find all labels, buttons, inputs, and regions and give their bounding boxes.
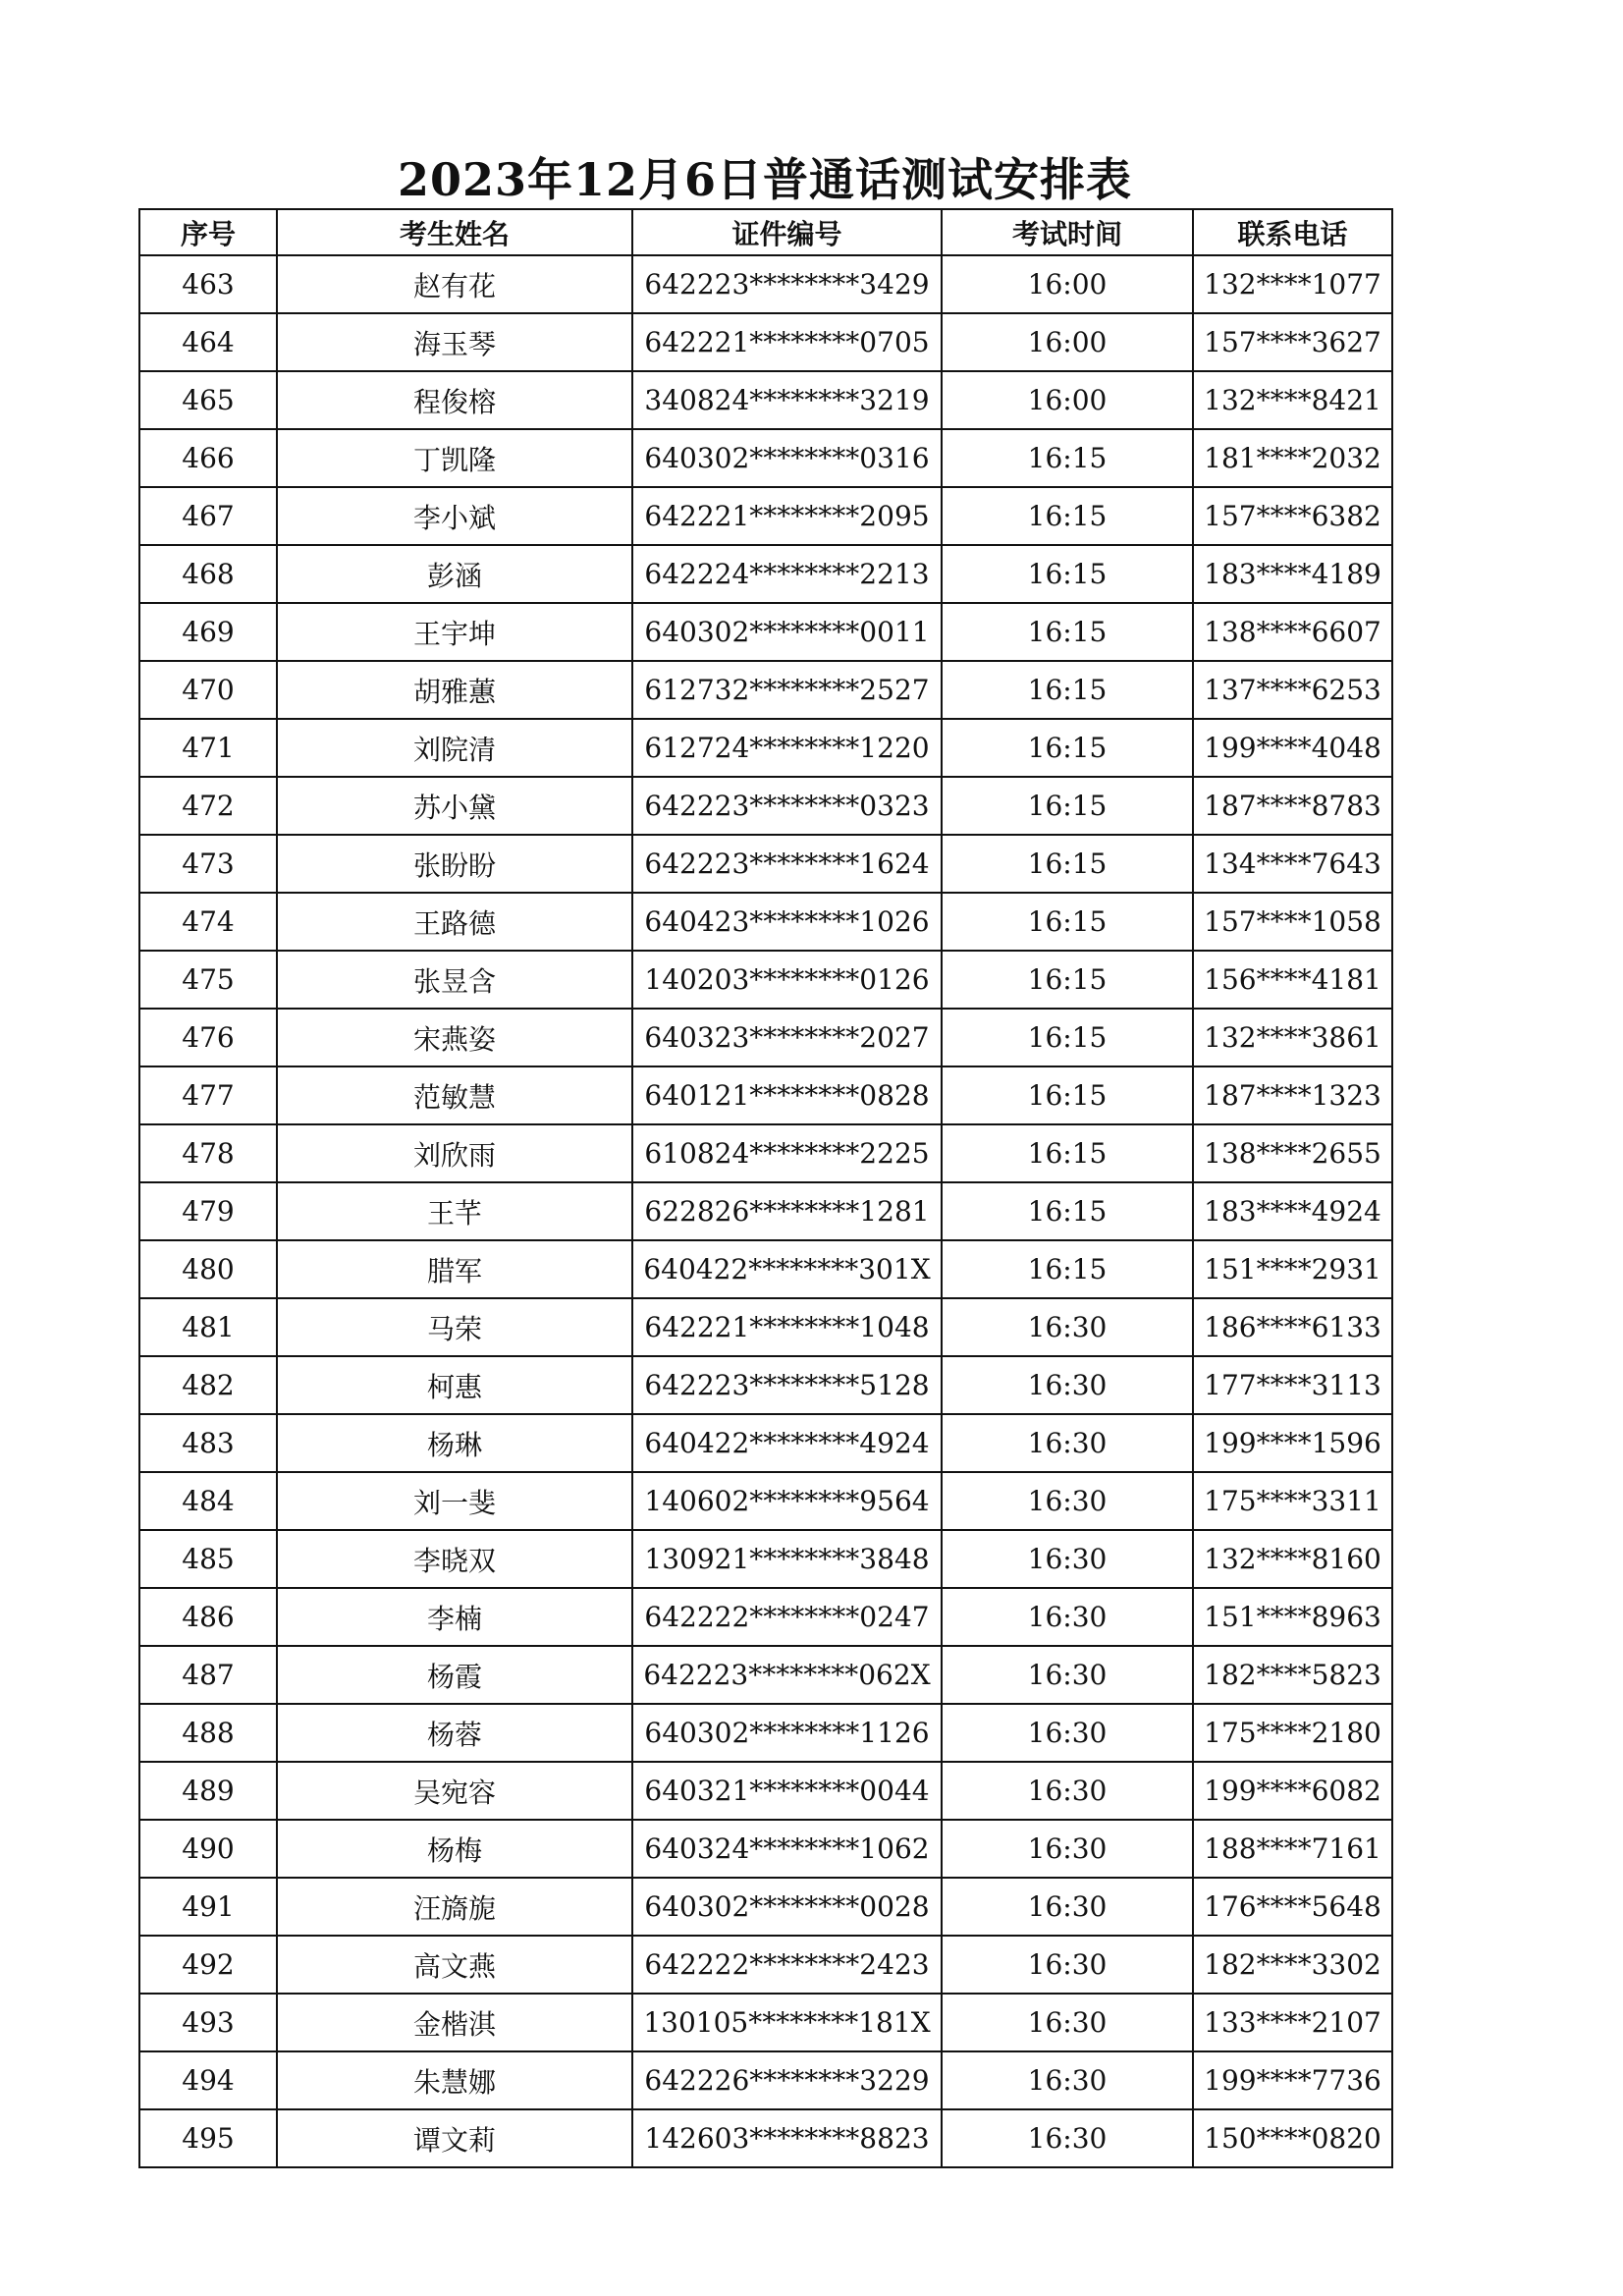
cell-phone: 199****7736 <box>1193 2051 1392 2109</box>
cell-phone: 188****7161 <box>1193 1820 1392 1878</box>
cell-id: 642223********1624 <box>632 835 942 893</box>
cell-id: 640302********0011 <box>632 603 942 661</box>
cell-phone: 132****8421 <box>1193 371 1392 429</box>
cell-id: 642226********3229 <box>632 2051 942 2109</box>
cell-name: 李小斌 <box>277 487 632 545</box>
table-row <box>139 1936 1392 1994</box>
cell-seq: 464 <box>139 313 277 371</box>
cell-phone: 183****4189 <box>1193 545 1392 603</box>
page-title: 2023年12月6日普通话测试安排表 <box>397 153 1133 206</box>
table-row <box>139 1878 1392 1936</box>
cell-id: 340824********3219 <box>632 371 942 429</box>
cell-time: 16:30 <box>942 1936 1193 1994</box>
cell-id: 642222********0247 <box>632 1588 942 1646</box>
cell-phone: 199****1596 <box>1193 1414 1392 1472</box>
cell-seq: 482 <box>139 1356 277 1414</box>
cell-seq: 477 <box>139 1066 277 1124</box>
cell-name: 李晓双 <box>277 1530 632 1588</box>
cell-seq: 463 <box>139 255 277 313</box>
cell-seq: 466 <box>139 429 277 487</box>
cell-name: 彭涵 <box>277 545 632 603</box>
table-row <box>139 1066 1392 1124</box>
cell-phone: 177****3113 <box>1193 1356 1392 1414</box>
cell-phone: 182****3302 <box>1193 1936 1392 1994</box>
cell-phone: 186****6133 <box>1193 1298 1392 1356</box>
table-row <box>139 603 1392 661</box>
cell-name: 杨琳 <box>277 1414 632 1472</box>
cell-time: 16:30 <box>942 2109 1193 2167</box>
cell-time: 16:30 <box>942 2051 1193 2109</box>
cell-time: 16:15 <box>942 777 1193 835</box>
table-row <box>139 777 1392 835</box>
cell-phone: 187****8783 <box>1193 777 1392 835</box>
cell-seq: 474 <box>139 893 277 951</box>
cell-id: 642224********2213 <box>632 545 942 603</box>
cell-name: 赵有花 <box>277 255 632 313</box>
cell-phone: 132****1077 <box>1193 255 1392 313</box>
cell-time: 16:30 <box>942 1298 1193 1356</box>
table-row <box>139 1182 1392 1240</box>
cell-phone: 138****6607 <box>1193 603 1392 661</box>
cell-seq: 475 <box>139 951 277 1009</box>
table-row <box>139 719 1392 777</box>
cell-id: 622826********1281 <box>632 1182 942 1240</box>
cell-id: 142603********8823 <box>632 2109 942 2167</box>
column-header-time: 考试时间 <box>942 209 1193 255</box>
cell-time: 16:30 <box>942 1820 1193 1878</box>
cell-id: 642221********1048 <box>632 1298 942 1356</box>
cell-time: 16:30 <box>942 1588 1193 1646</box>
cell-phone: 187****1323 <box>1193 1066 1392 1124</box>
cell-phone: 150****0820 <box>1193 2109 1392 2167</box>
cell-name: 王宇坤 <box>277 603 632 661</box>
cell-name: 柯惠 <box>277 1356 632 1414</box>
table-row <box>139 893 1392 951</box>
cell-name: 刘一斐 <box>277 1472 632 1530</box>
cell-name: 马荣 <box>277 1298 632 1356</box>
cell-seq: 465 <box>139 371 277 429</box>
table-row <box>139 1646 1392 1704</box>
cell-time: 16:15 <box>942 1182 1193 1240</box>
cell-seq: 468 <box>139 545 277 603</box>
table-body <box>139 255 1392 2167</box>
cell-phone: 175****3311 <box>1193 1472 1392 1530</box>
cell-phone: 199****4048 <box>1193 719 1392 777</box>
cell-seq: 495 <box>139 2109 277 2167</box>
table-row <box>139 1820 1392 1878</box>
cell-time: 16:15 <box>942 429 1193 487</box>
cell-seq: 489 <box>139 1762 277 1820</box>
cell-phone: 156****4181 <box>1193 951 1392 1009</box>
table-row <box>139 1356 1392 1414</box>
cell-id: 642223********5128 <box>632 1356 942 1414</box>
table-row <box>139 1414 1392 1472</box>
cell-name: 吴宛容 <box>277 1762 632 1820</box>
cell-phone: 134****7643 <box>1193 835 1392 893</box>
cell-time: 16:00 <box>942 255 1193 313</box>
table-row <box>139 2051 1392 2109</box>
table-row <box>139 545 1392 603</box>
table-row <box>139 1124 1392 1182</box>
cell-time: 16:15 <box>942 893 1193 951</box>
cell-time: 16:30 <box>942 1704 1193 1762</box>
cell-seq: 469 <box>139 603 277 661</box>
cell-name: 王芊 <box>277 1182 632 1240</box>
cell-seq: 493 <box>139 1994 277 2051</box>
cell-id: 640302********1126 <box>632 1704 942 1762</box>
cell-name: 杨蓉 <box>277 1704 632 1762</box>
cell-id: 642222********2423 <box>632 1936 942 1994</box>
cell-name: 胡雅蕙 <box>277 661 632 719</box>
cell-phone: 133****2107 <box>1193 1994 1392 2051</box>
cell-id: 640321********0044 <box>632 1762 942 1820</box>
cell-id: 642221********0705 <box>632 313 942 371</box>
column-header-seq: 序号 <box>139 209 277 255</box>
table-row <box>139 835 1392 893</box>
cell-name: 朱慧娜 <box>277 2051 632 2109</box>
cell-seq: 470 <box>139 661 277 719</box>
cell-phone: 181****2032 <box>1193 429 1392 487</box>
cell-time: 16:15 <box>942 661 1193 719</box>
cell-seq: 491 <box>139 1878 277 1936</box>
cell-phone: 132****3861 <box>1193 1009 1392 1066</box>
cell-name: 谭文莉 <box>277 2109 632 2167</box>
cell-name: 程俊榕 <box>277 371 632 429</box>
cell-id: 130921********3848 <box>632 1530 942 1588</box>
cell-name: 张昱含 <box>277 951 632 1009</box>
cell-time: 16:15 <box>942 1240 1193 1298</box>
cell-phone: 176****5648 <box>1193 1878 1392 1936</box>
cell-name: 范敏慧 <box>277 1066 632 1124</box>
cell-time: 16:15 <box>942 719 1193 777</box>
cell-seq: 485 <box>139 1530 277 1588</box>
cell-seq: 486 <box>139 1588 277 1646</box>
cell-phone: 182****5823 <box>1193 1646 1392 1704</box>
cell-id: 140602********9564 <box>632 1472 942 1530</box>
cell-name: 杨霞 <box>277 1646 632 1704</box>
table-row <box>139 1588 1392 1646</box>
cell-id: 140203********0126 <box>632 951 942 1009</box>
cell-id: 610824********2225 <box>632 1124 942 1182</box>
cell-name: 苏小黛 <box>277 777 632 835</box>
table-header-row <box>139 209 1392 255</box>
cell-time: 16:30 <box>942 1646 1193 1704</box>
cell-name: 汪旖旎 <box>277 1878 632 1936</box>
table-row <box>139 1009 1392 1066</box>
cell-seq: 473 <box>139 835 277 893</box>
cell-id: 640422********4924 <box>632 1414 942 1472</box>
cell-time: 16:30 <box>942 1762 1193 1820</box>
cell-phone: 175****2180 <box>1193 1704 1392 1762</box>
cell-name: 高文燕 <box>277 1936 632 1994</box>
cell-seq: 487 <box>139 1646 277 1704</box>
cell-name: 杨梅 <box>277 1820 632 1878</box>
table-row <box>139 1240 1392 1298</box>
table-row <box>139 2109 1392 2167</box>
cell-name: 宋燕姿 <box>277 1009 632 1066</box>
cell-phone: 157****6382 <box>1193 487 1392 545</box>
cell-time: 16:00 <box>942 371 1193 429</box>
cell-seq: 484 <box>139 1472 277 1530</box>
cell-name: 丁凯隆 <box>277 429 632 487</box>
test-schedule-table <box>138 208 1393 2168</box>
cell-seq: 492 <box>139 1936 277 1994</box>
table-row <box>139 487 1392 545</box>
column-header-id: 证件编号 <box>632 209 942 255</box>
table-row <box>139 1472 1392 1530</box>
cell-id: 612732********2527 <box>632 661 942 719</box>
cell-time: 16:15 <box>942 951 1193 1009</box>
cell-time: 16:30 <box>942 1530 1193 1588</box>
cell-time: 16:30 <box>942 1878 1193 1936</box>
cell-name: 金楷淇 <box>277 1994 632 2051</box>
cell-name: 刘院清 <box>277 719 632 777</box>
cell-name: 李楠 <box>277 1588 632 1646</box>
table-row <box>139 1762 1392 1820</box>
cell-time: 16:15 <box>942 1066 1193 1124</box>
cell-time: 16:30 <box>942 1414 1193 1472</box>
cell-seq: 472 <box>139 777 277 835</box>
cell-phone: 137****6253 <box>1193 661 1392 719</box>
table-row <box>139 313 1392 371</box>
cell-seq: 488 <box>139 1704 277 1762</box>
cell-time: 16:15 <box>942 487 1193 545</box>
cell-id: 640423********1026 <box>632 893 942 951</box>
cell-time: 16:15 <box>942 545 1193 603</box>
table-row <box>139 429 1392 487</box>
column-header-name: 考生姓名 <box>277 209 632 255</box>
cell-id: 640323********2027 <box>632 1009 942 1066</box>
table-row <box>139 1530 1392 1588</box>
cell-name: 海玉琴 <box>277 313 632 371</box>
cell-name: 张盼盼 <box>277 835 632 893</box>
table-row <box>139 1298 1392 1356</box>
cell-seq: 476 <box>139 1009 277 1066</box>
cell-seq: 483 <box>139 1414 277 1472</box>
cell-time: 16:15 <box>942 835 1193 893</box>
cell-id: 642223********0323 <box>632 777 942 835</box>
column-header-phone: 联系电话 <box>1193 209 1392 255</box>
table-row <box>139 255 1392 313</box>
cell-name: 王路德 <box>277 893 632 951</box>
cell-phone: 183****4924 <box>1193 1182 1392 1240</box>
cell-seq: 481 <box>139 1298 277 1356</box>
cell-name: 腊军 <box>277 1240 632 1298</box>
cell-seq: 478 <box>139 1124 277 1182</box>
cell-id: 640302********0316 <box>632 429 942 487</box>
cell-phone: 157****3627 <box>1193 313 1392 371</box>
cell-time: 16:00 <box>942 313 1193 371</box>
cell-seq: 479 <box>139 1182 277 1240</box>
cell-time: 16:30 <box>942 1994 1193 2051</box>
cell-name: 刘欣雨 <box>277 1124 632 1182</box>
cell-id: 130105********181X <box>632 1994 942 2051</box>
table-row <box>139 661 1392 719</box>
cell-id: 640324********1062 <box>632 1820 942 1878</box>
cell-id: 642223********3429 <box>632 255 942 313</box>
cell-time: 16:30 <box>942 1472 1193 1530</box>
table-row <box>139 371 1392 429</box>
cell-phone: 138****2655 <box>1193 1124 1392 1182</box>
cell-seq: 471 <box>139 719 277 777</box>
cell-seq: 467 <box>139 487 277 545</box>
cell-time: 16:30 <box>942 1356 1193 1414</box>
cell-time: 16:15 <box>942 1124 1193 1182</box>
cell-seq: 494 <box>139 2051 277 2109</box>
cell-id: 640121********0828 <box>632 1066 942 1124</box>
cell-id: 640422********301X <box>632 1240 942 1298</box>
cell-phone: 151****8963 <box>1193 1588 1392 1646</box>
cell-phone: 199****6082 <box>1193 1762 1392 1820</box>
cell-seq: 480 <box>139 1240 277 1298</box>
cell-phone: 157****1058 <box>1193 893 1392 951</box>
cell-phone: 132****8160 <box>1193 1530 1392 1588</box>
cell-id: 642223********062X <box>632 1646 942 1704</box>
table-row <box>139 1994 1392 2051</box>
cell-seq: 490 <box>139 1820 277 1878</box>
table-row <box>139 1704 1392 1762</box>
cell-id: 640302********0028 <box>632 1878 942 1936</box>
table-row <box>139 951 1392 1009</box>
cell-phone: 151****2931 <box>1193 1240 1392 1298</box>
cell-time: 16:15 <box>942 603 1193 661</box>
cell-id: 642221********2095 <box>632 487 942 545</box>
cell-time: 16:15 <box>942 1009 1193 1066</box>
cell-id: 612724********1220 <box>632 719 942 777</box>
